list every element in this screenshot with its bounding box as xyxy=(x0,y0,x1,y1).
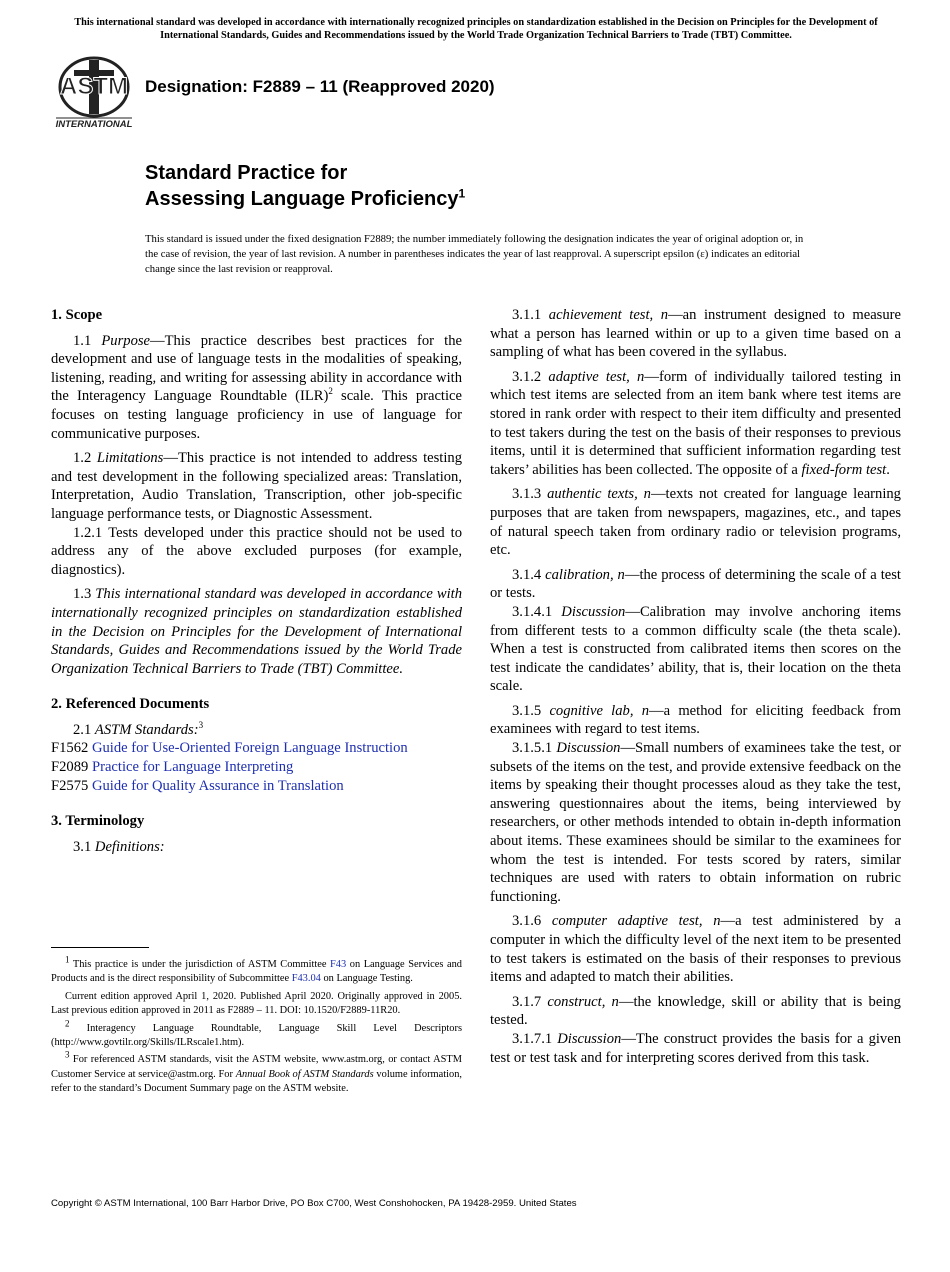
paragraph-1-2: 1.2 Limitations—This practice is not intended to address testing and test development in the following specialized areas: Translation, Interpretation, Audio Translation, Transcription, other job-specific language performance tests, or Diagnostic Assessment. xyxy=(51,450,462,522)
reference-link-f2089[interactable]: Practice for Language Interpreting xyxy=(91,759,294,776)
definition-3-1-2: 3.1.2 adaptive test, n—form of individually tailored testing in which test items are selected from an item bank where test items are stored in rank order with respect to their item difficulty and presented to test takers during the test on the basis of their responses to previous items, until it is determined that sufficient information regarding test takers’ abilities has been collected. The opposite of a fixed-form test. xyxy=(490,368,901,478)
title-line-1: Standard Practice for xyxy=(145,162,348,184)
title-line-2: Assessing Language Proficiency$^1$ xyxy=(145,186,466,210)
definition-3-1-5: 3.1.5 cognitive lab, n—a method for eliciting feedback from examinees with regard to test items. xyxy=(490,702,901,738)
definition-3-1-7: 3.1.7 construct, n—the knowledge, skill or ability that is being tested. xyxy=(490,993,901,1029)
issuance-notice: This standard is issued under the fixed designation F2889; the number immediately following the designation indicates the year of original adoption or, in the case of revision, the year of last revision. A number in parentheses indicates the year of last reapproval. A superscript epsilon (ε) indicates an editorial change since the last revision or reapproval. xyxy=(145,233,804,275)
footnote-3: $^3$ For referenced ASTM standards, visit the ASTM website, www.astm.org, or contact ASTM Customer Service at service@astm.org. For Annual Book of ASTM Standards volume information, refer to the standard’s Document Summary page on the ASTM website. xyxy=(51,1049,462,1095)
designation: Designation: F2889 – 11 (Reapproved 2020) xyxy=(145,77,495,96)
paragraph-3-1: 3.1 Definitions: xyxy=(73,838,165,855)
right-column xyxy=(490,306,901,1073)
reference-item: F2575 Guide for Quality Assurance in Translation xyxy=(51,777,344,794)
astm-logo xyxy=(52,56,136,132)
footnotes xyxy=(51,954,462,1100)
footnote-2: $^2$ Interagency Language Roundtable, Language Skill Level Descriptors (http://www.govtilr.org/Skills/ILRscale1.htm). xyxy=(51,1018,462,1049)
title-footnote-mark: 1 xyxy=(458,186,466,201)
paragraph-2-1: 2.1 ASTM Standards:$^3$ xyxy=(73,720,204,738)
copyright-footer: Copyright © ASTM International, 100 Barr Harbor Drive, PO Box C700, West Conshohocken, PA 19428-2959. United States xyxy=(51,1198,577,1209)
edition-note: Current edition approved April 1, 2020. Published April 2020. Originally approved in 2005. Last previous edition approved in 2011 as F2889 – 11. DOI: 10.1520/F2889-11R20. xyxy=(51,990,462,1017)
logo-subtext: INTERNATIONAL xyxy=(55,119,133,130)
left-column xyxy=(51,306,462,856)
paragraph-1-2-1: 1.2.1 Tests developed under this practice should not be used to address any of the above excluded purposes (for example, diagnostics). xyxy=(51,524,462,578)
section-heading-terminology: 3. Terminology xyxy=(51,813,145,830)
discussion-3-1-5-1: 3.1.5.1 Discussion—Small numbers of examinees take the test, or subsets of the items on the test, and provide extensive feedback on the items by speaking their thought processes aloud as they take the test, answering questionnaires about the items, being interviewed by researchers, or other methods intended to obtain in-depth information about items. These examinees should be similar to the examinees for whom the test is intended. For tests scored by raters, similar techniques are used with raters to obtain information on rubric functioning. xyxy=(490,740,901,905)
discussion-3-1-4-1: 3.1.4.1 Discussion—Calibration may involve anchoring items from different tests to a common difficulty scale (the theta scale). When a test is constructed from calibrated items then scores on the test indicate the candidates’ ability, that is, their location on the theta scale. xyxy=(490,603,901,695)
document-title xyxy=(145,160,465,212)
section-heading-scope: 1. Scope xyxy=(51,307,103,323)
committee-link-f43[interactable]: F43 xyxy=(330,959,347,970)
definition-3-1-3: 3.1.3 authentic texts, n—texts not created for language learning purposes that are taken from newspapers, magazines, etc., and tapes of natural speech taken from ordinary radio or television programs, etc. xyxy=(490,486,901,559)
reference-link-f2575[interactable]: Guide for Quality Assurance in Translation xyxy=(91,777,344,794)
reference-link-f1562[interactable]: Guide for Use-Oriented Foreign Language Instruction xyxy=(91,740,408,757)
definition-3-1-1: 3.1.1 achievement test, n—an instrument designed to measure what a person has learned within or up to a given time based on a sampling of what has been covered in the syllabus. xyxy=(490,307,901,361)
definition-3-1-4: 3.1.4 calibration, n—the process of determining the scale of a test or tests. xyxy=(490,566,901,602)
reference-item: F1562 Guide for Use-Oriented Foreign Language Instruction xyxy=(51,740,408,757)
footnote-divider xyxy=(51,947,149,948)
wto-notice: This international standard was developed in accordance with internationally recognized principles on standardization established in the Decision on Principles for the Development of International Standards, Guides and Recommendations issued by the World Trade Organization Technical Barriers to Trade (TBT) Committee. xyxy=(74,17,878,41)
discussion-3-1-7-1: 3.1.7.1 Discussion—The construct provides the basis for a given test or test task and for interpreting scores derived from this task. xyxy=(490,1030,901,1066)
footnote-1: $^1$ This practice is under the jurisdiction of ASTM Committee F43 on Language Services and Products and is the direct responsibility of Subcommittee F43.04 on Language Testing. xyxy=(51,954,462,985)
definition-3-1-6: 3.1.6 computer adaptive test, n—a test administered by a computer in which the difficulty level of the next item to be presented to test takers is estimated on the basis of their responses to previous items and adapted to match their abilities. xyxy=(490,913,901,986)
subcommittee-link-f43-04[interactable]: F43.04 xyxy=(291,973,321,985)
paragraph-1-1: 1.1 Purpose—This practice describes best practices for the development and use of language tests in the modalities of speaking, listening, reading, and writing for assessing ability in accordance with the Interagency Language Roundtable (ILR)$^2$ scale. This practice focuses on testing language proficiency in use of language for communicative purposes. xyxy=(51,332,462,442)
astm-logo-graphic xyxy=(52,56,136,132)
logo-text: ASTM xyxy=(60,73,128,100)
section-heading-referenced: 2. Referenced Documents xyxy=(51,696,210,713)
reference-item: F2089 Practice for Language Interpreting xyxy=(51,759,294,776)
paragraph-1-3: 1.3 This international standard was developed in accordance with internationally recognized principles on standardization established in the Decision on Principles for the Development of International Standards, Guides and Recommendations issued by the World Trade Organization Technical Barriers to Trade (TBT) Committee. xyxy=(51,586,463,677)
